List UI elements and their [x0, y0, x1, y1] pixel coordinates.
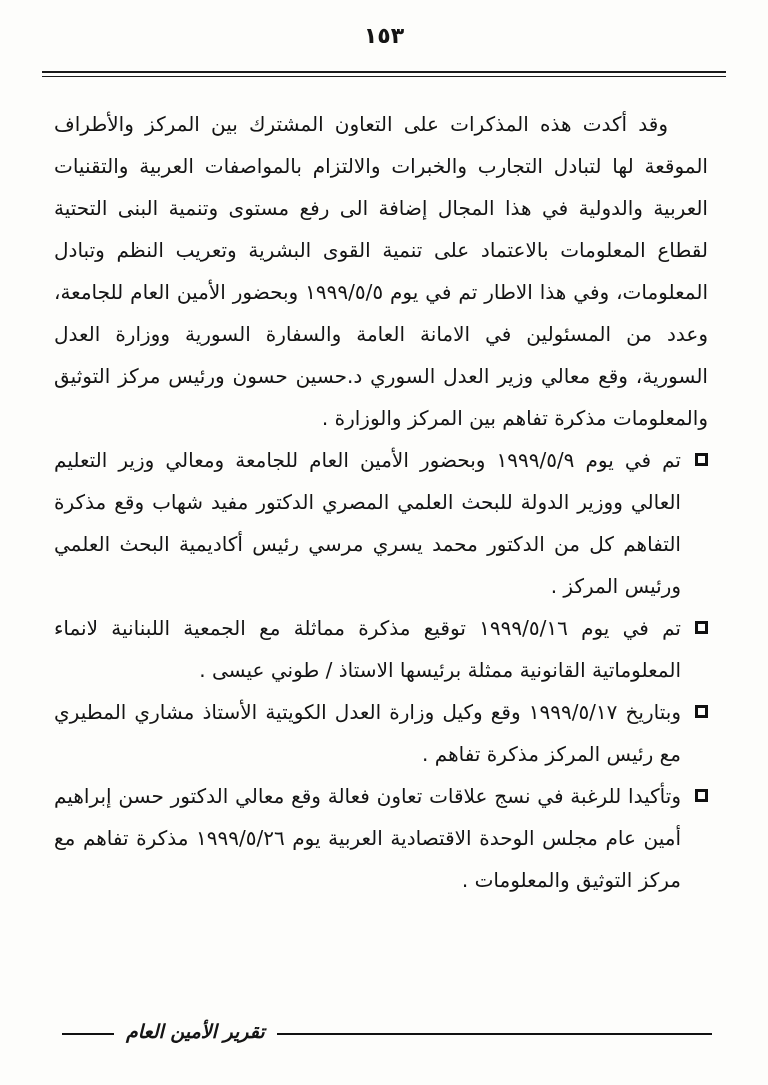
- bullet-paragraph: وتأكيدا للرغبة في نسج علاقات تعاون فعالة وقع معالي الدكتور حسن إبراهيم أمين عام مجلس الوحدة الاقتصادية العربية يوم ١٩٩٩/٥/٢٦ مذكرة تفاهم مع مركز التوثيق والمعلومات .: [54, 784, 682, 892]
- footer: [62, 1023, 712, 1045]
- intro-paragraph: وقد أكدت هذه المذكرات على التعاون المشترك بين المركز والأطراف الموقعة لها لتبادل التجارب والخبرات والالتزام بالمواصفات العربية والتقنيات العربية والدولية في هذا المجال إضافة الى رفع مستوى وتنمية البنى التحتية لقطاع المعلومات بالاعتماد على تنمية القوى البشرية وتعريب النظم وتبادل المعلومات، وفي هذا الاطار تم في يوم ١٩٩٩/٥/٥ وبحضور الأمين العام للجامعة، وعدد من المسئولين في الامانة العامة والسفارة السورية ووزارة العدل السورية، وقع معالي وزير العدل السوري د.حسين حسون ورئيس مركز التوثيق والمعلومات مذكرة تفاهم بين المركز والوزارة .: [54, 112, 708, 430]
- square-bullet-icon: [695, 621, 708, 634]
- square-bullet-icon: [695, 705, 708, 718]
- footer-rule-right: [277, 1033, 712, 1035]
- header-divider: [42, 71, 726, 77]
- bullet-item: [54, 607, 708, 691]
- document-body: [54, 103, 708, 901]
- bullet-paragraph: تم في يوم ١٩٩٩/٥/٩ وبحضور الأمين العام للجامعة ومعالي وزير التعليم العالي ووزير الدولة للبحث العلمي المصري الدكتور مفيد شهاب وقع مذكرة التفاهم كل من الدكتور محمد يسري مرسي رئيس أكاديمية البحث العلمي ورئيس المركز .: [54, 448, 681, 598]
- bullet-item: [54, 691, 708, 775]
- bullet-item: [54, 439, 708, 607]
- footer-signature-label: تقرير الأمين العام: [126, 1021, 265, 1043]
- bullet-item: [54, 775, 708, 901]
- footer-rule-left: [62, 1033, 114, 1035]
- bullet-paragraph: وبتاريخ ١٩٩٩/٥/١٧ وقع وكيل وزارة العدل الكويتية الأستاذ مشاري المطيري مع رئيس المركز مذكرة تفاهم .: [54, 700, 681, 766]
- bullet-paragraph: تم في يوم ١٩٩٩/٥/١٦ توقيع مذكرة مماثلة مع الجمعية اللبنانية لانماء المعلوماتية القانونية ممثلة برئيسها الاستاذ / طوني عيسى .: [54, 616, 681, 682]
- page-number: ١٥٣: [363, 24, 405, 49]
- square-bullet-icon: [695, 453, 708, 466]
- square-bullet-icon: [695, 789, 708, 802]
